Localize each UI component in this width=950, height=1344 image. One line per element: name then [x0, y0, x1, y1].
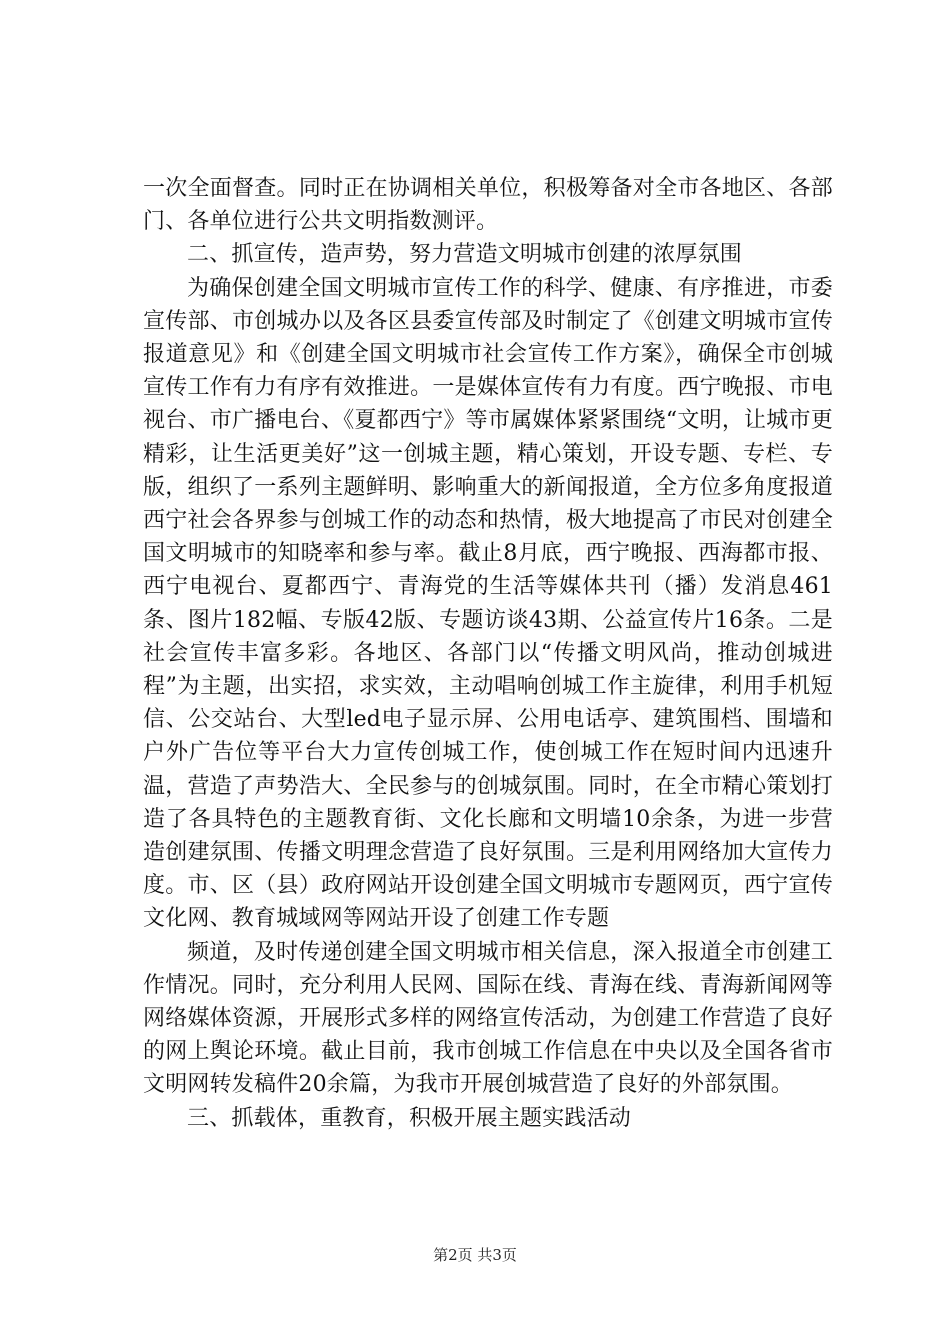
paragraph-publicity: 为确保创建全国文明城市宣传工作的科学、健康、有序推进，市委宣传部、市创城办以及各区县委宣传部及时制定了《创建文明城市宣传报道意见》和《创建全国文明城市社会宣传工作方案》，确保全市创城宣传工作有力有序有效推进。一是媒体宣传有力有度。西宁晚报、市电视台、市广播电台、《夏都西宁》等市属媒体紧紧围绕“文明，让城市更精彩，让生活更美好”这一创城主题，精心策划，开设专题、专栏、专版，组织了一系列主题鲜明、影响重大的新闻报道，全方位多角度报道西宁社会各界参与创城工作的动态和热情，极大地提高了市民对创建全国文明城市的知晓率和参与率。截止8月底，西宁晚报、西海都市报、西宁电视台、夏都西宁、青海党的生活等媒体共刊（播）发消息461条、图片182幅、专版42版、专题访谈43期、公益宣传片16条。二是社会宣传丰富多彩。各地区、各部门以“传播文明风尚，推动创城进程”为主题，出实招，求实效，主动唱响创城工作主旋律，利用手机短信、公交站台、大型led电子显示屏、公用电话亭、建筑围档、围墙和户外广告位等平台大力宣传创城工作，使创城工作在短时间内迅速升温，营造了声势浩大、全民参与的创城氛围。同时，在全市精心策划打造了各具特色的主题教育街、文化长廊和文明墙10余条，为进一步营造创建氛围、传播文明理念营造了良好氛围。三是利用网络加大宣传力度。市、区（县）政府网站开设创建全国文明城市专题网页，西宁宣传文化网、教育城域网等网站开设了创建工作专题: [143, 275, 833, 932]
paragraph-continuation: 一次全面督查。同时正在协调相关单位，积极筹备对全市各地区、各部门、各单位进行公共文明指数测评。: [143, 176, 833, 235]
document-body: [143, 172, 833, 1135]
section-heading-2: 二、抓宣传，造声势，努力营造文明城市创建的浓厚氛围: [187, 242, 743, 268]
section-heading-3: 三、抓载体，重教育，积极开展主题实践活动: [187, 1105, 632, 1131]
page-number-footer: 第2页 共3页: [433, 1246, 517, 1264]
paragraph-online-channel: 频道，及时传递创建全国文明城市相关信息，深入报道全市创建工作情况。同时，充分利用人民网、国际在线、青海在线、青海新闻网等网络媒体资源，开展形式多样的网络宣传活动，为创建工作营造了良好的网上舆论环境。截止目前，我市创城工作信息在中央以及全国各省市文明网转发稿件20余篇，为我市开展创城营造了良好的外部氛围。: [143, 939, 833, 1098]
